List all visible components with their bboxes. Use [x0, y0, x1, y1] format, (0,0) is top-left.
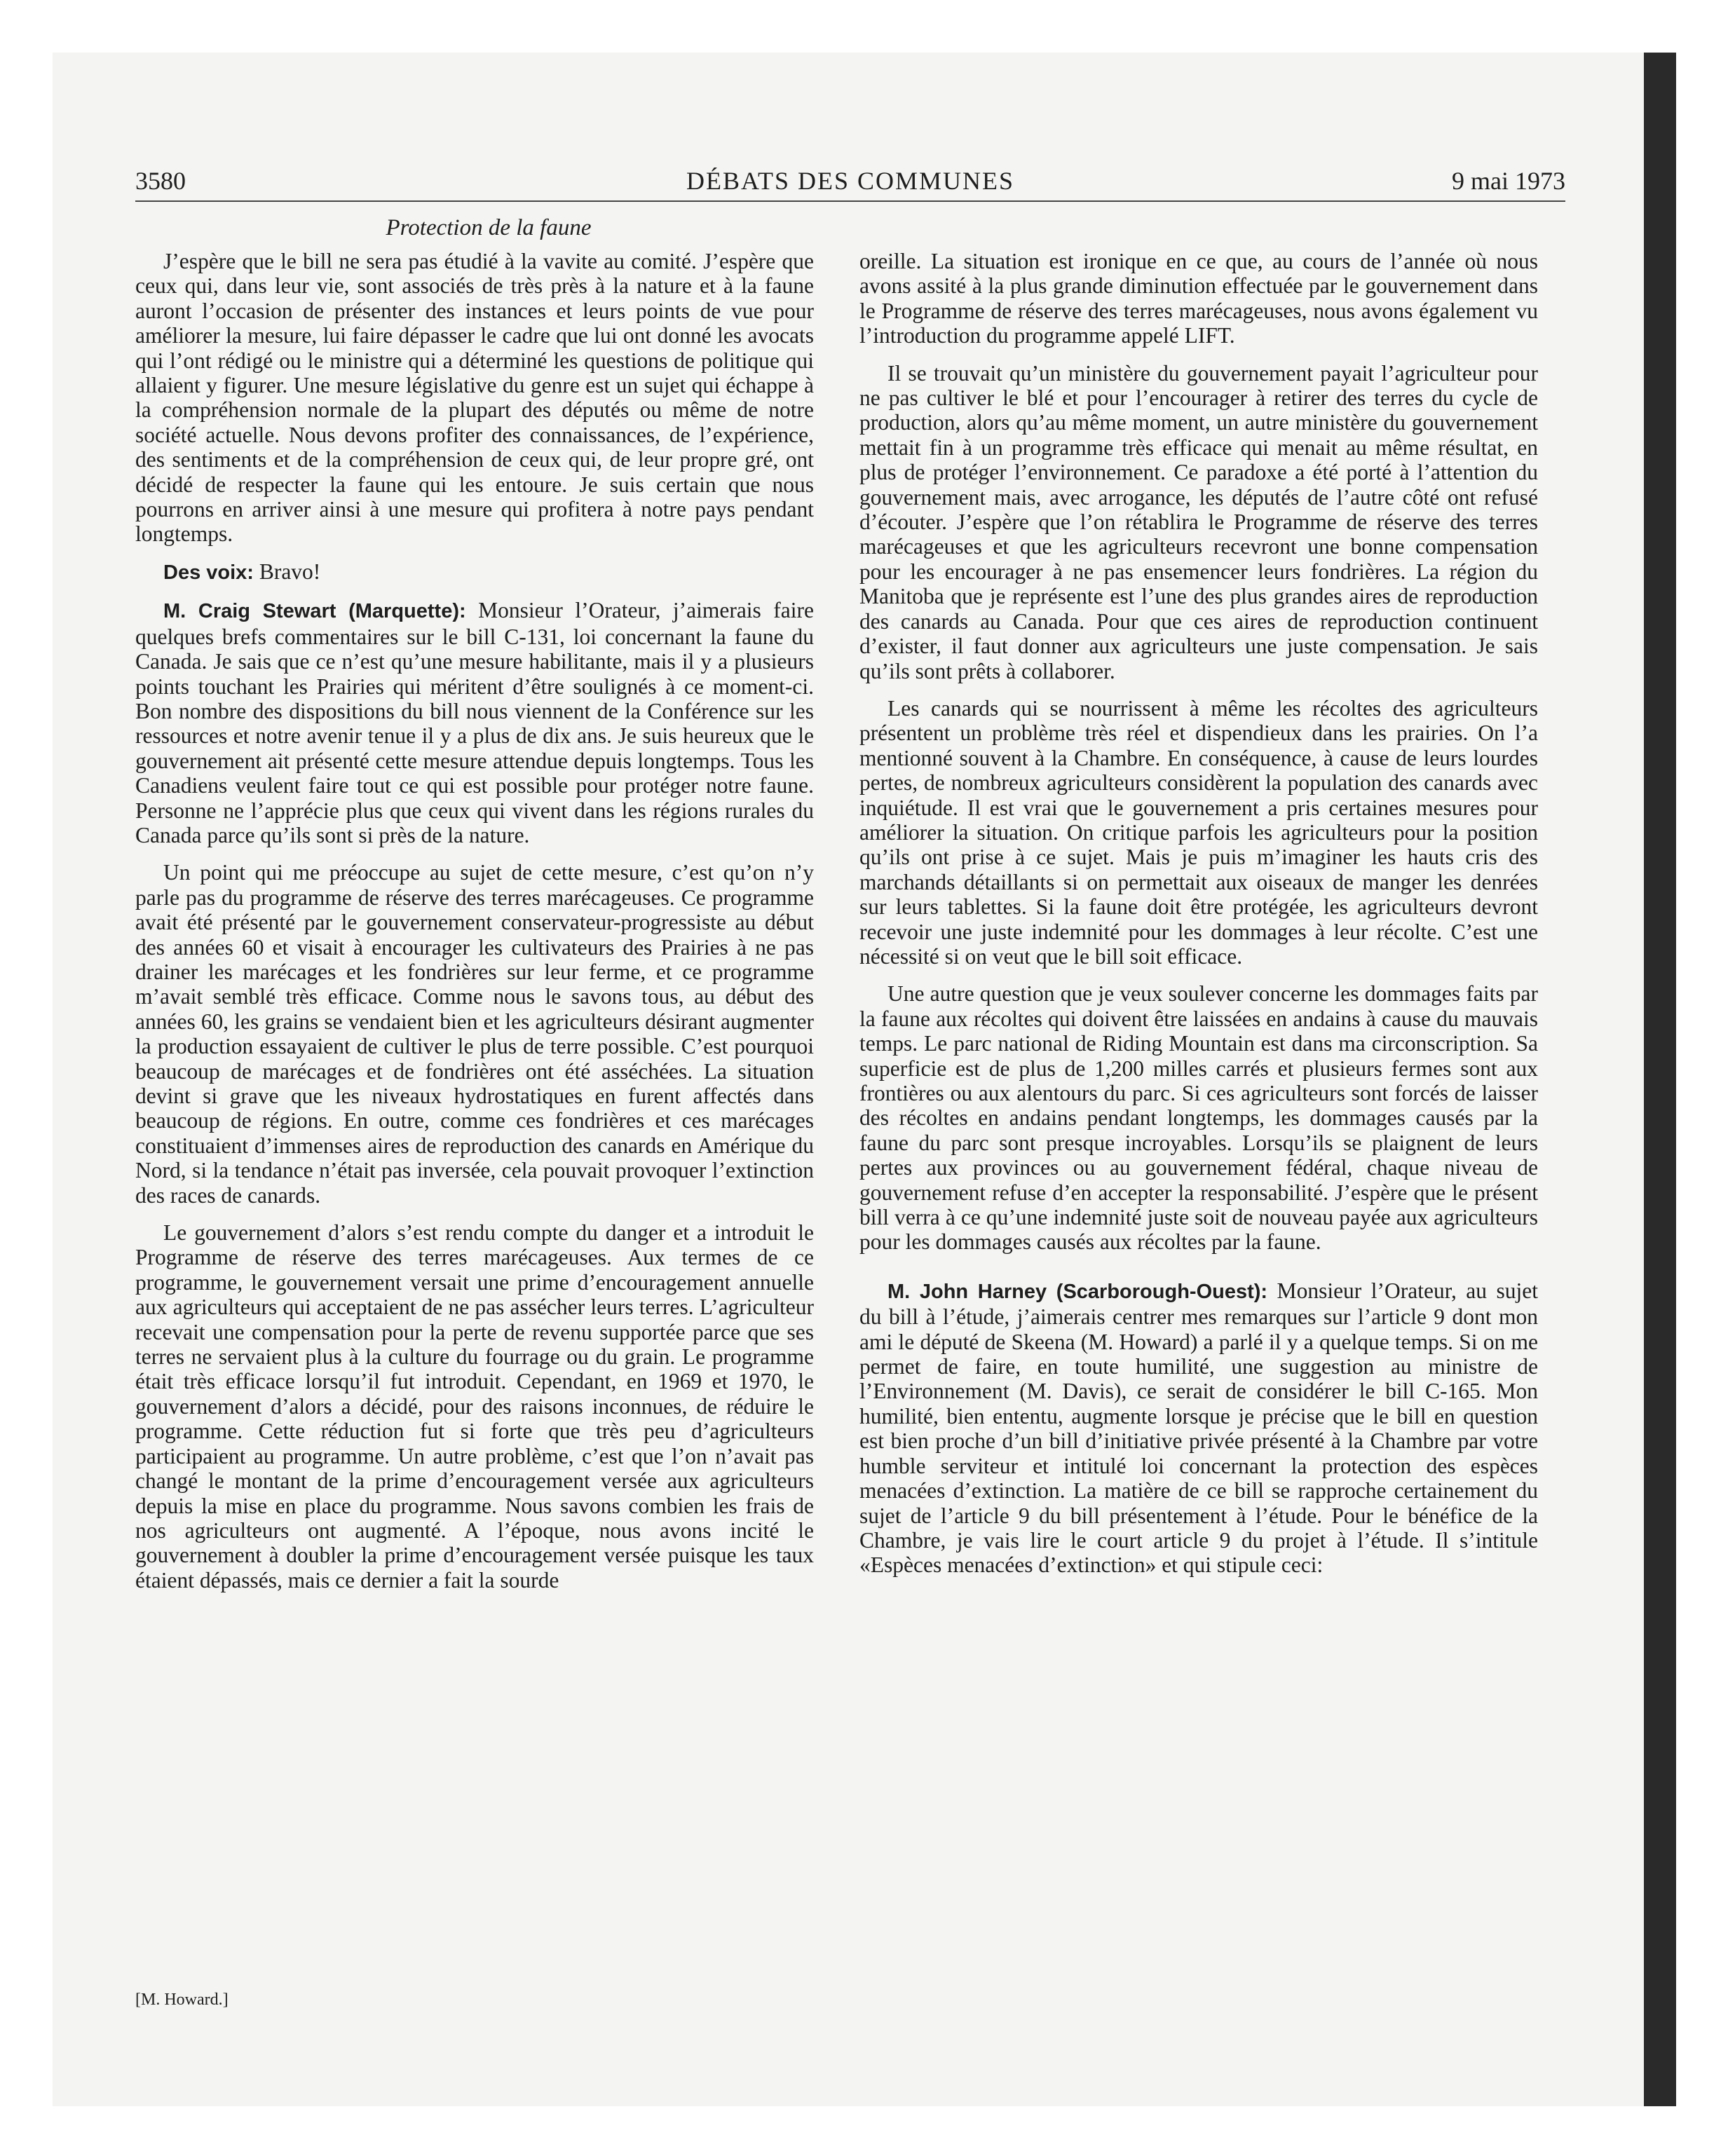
- left-column: [135, 210, 814, 1605]
- running-header: [135, 161, 1565, 200]
- speech-text: Monsieur l’Orateur, j’aimerais faire quelques brefs commentaires sur le bill C-131, loi concernant la faune du Canada. Je sais que ce n’est qu’une mesure habilitante, mais il y a plusieurs points touchant les Prairies qui méritent d’être soulignés à ce moment-ci. Bon nombre des dispositions du bill nous viennent de la Conférence sur les ressources et notre avenir tenue il y a plus de dix ans. Je suis heureux que le gouvernement ait présenté cette mesure attendue depuis longtemps. Tous les Canadiens veulent faire tout ce qui est possible pour protéger notre faune. Personne ne l’apprécie plus que ceux qui vivent dans les régions rurales du Canada parce qu’ils sont si près de la nature.: [135, 598, 814, 847]
- speech-text: Bravo!: [253, 559, 321, 584]
- issue-date: 9 mai 1973: [1452, 167, 1565, 195]
- speaker-name: M. Craig Stewart (Marquette):: [163, 600, 466, 623]
- continued-paragraph: [859, 249, 1538, 348]
- paragraph: [859, 696, 1538, 969]
- paragraph-text: Une autre question que je veux soulever concerne les dommages faits par la faune aux récoltes qui doivent être laissées en andains à cause du mauvais temps. Le parc national de Riding Mountain est dans ma circonscription. Sa superficie est de plus de 1,200 milles carrés et plusieurs fermes sont aux frontières ou aux alentours du parc. Si ces agriculteurs sont forcés de laisser des récoltes en andains pendant longtemps, les dommages causés par la faune du parc sont presque incroyables. Lorsqu’ils se plaignent de leurs pertes aux provinces ou au gouvernement fédéral, chaque niveau de gouvernement refuse d’en accepter la responsabilité. J’espère que le présent bill verra à ce qu’une indemnité juste soit de nouveau payée aux agriculteurs pour les dommages causés aux récoltes par la faune.: [859, 981, 1538, 1255]
- right-column: [859, 249, 1538, 1590]
- speech-paragraph: [135, 559, 814, 585]
- paragraph-text: Il se trouvait qu’un ministère du gouvernement payait l’agriculteur pour ne pas cultiver le blé et pour l’encourager à retirer des terres du cycle de production, alors qu’au même moment, un autre ministère du gouvernement mettait fin à un programme très efficace qui menait au même résultat, en plus de protéger l’environnement. Ce paradoxe a été porté à l’attention du gouvernement mais, avec arrogance, les députés de l’autre côté ont refusé d’écouter. J’espère que l’on rétablira le Programme de réserve des terres marécageuses et que les agriculteurs recevront une bonne compensation pour les encourager à ne pas ensemencer leurs fondrières. La région du Manitoba que je représente est l’une des plus grandes aires de reproduction des canards au Canada. Pour que ces aires de reproduction continuent d’exister, il faut donner aux agriculteurs une juste compensation. Je sais qu’ils sont prêts à collaborer.: [859, 360, 1538, 683]
- paragraph-text: Le gouvernement d’alors s’est rendu compte du danger et a introduit le Programme de réserve des terres marécageuses. Aux termes de ce programme, le gouvernement versait une prime d’encouragement annuelle aux agriculteurs qui acceptaient de ne pas assécher leurs terres. L’agriculteur recevait une compensation pour la perte de revenu supportée parce que ses terres ne servaient plus à la culture du fourrage ou du grain. Le programme était très efficace lorsqu’il fut introduit. Cependant, en 1969 et 1970, le gouvernement d’alors a décidé, pour des raisons inconnues, de réduire le programme. Cette réduction fut si forte que très peu d’agriculteurs participaient au programme. Un autre problème, c’est que l’on n’avait pas changé le montant de la prime d’encouragement versée aux agriculteurs depuis la mise en place du programme. Nous savons combien les frais de nos agriculteurs ont augmenté. A l’époque, nous avons incité le gouvernement à doubler la prime d’encouragement versée puisque les taux étaient dépassés, mais ce dernier a fait la sourde: [135, 1220, 814, 1592]
- paragraph: [859, 981, 1538, 1254]
- paragraph: [859, 361, 1538, 683]
- paragraph: [135, 860, 814, 1208]
- speech-text: Monsieur l’Orateur, au sujet du bill à l’étude, j’aimerais centrer mes remarques sur l’article 9 dont mon ami le député de Skeena (M. Howard) a parlé il y a quelque temps. Si on me permet de faire, en toute humilité, une suggestion au ministre de l’Environnement (M. Davis), ce serait de considérer le bill C-165. Mon humilité, bien ententu, augmente lorsque je précise que le bill en question est bien proche d’un bill d’initiative privée présenté à la Chambre par votre humble serviteur et intitulé loi concernant la protection des espèces menacées d’extinction. La matière de ce bill se rapproche certainement du sujet de l’article 9 du bill présentement à l’étude. Pour le bénéfice de la Chambre, je vais lire le court article 9 du projet à l’étude. Il s’intitule «Espèces menacées d’extinction» et qui stipule ceci:: [859, 1278, 1539, 1578]
- paragraph-text: Les canards qui se nourrissent à même les récoltes des agriculteurs présentent un problème très réel et dispendieux dans les prairies. On l’a mentionné souvent à la Chambre. En conséquence, à cause de leurs lourdes pertes, de nombreux agriculteurs considèrent la population des canards avec inquiétude. Il est vrai que le gouvernement a pris certaines mesures pour améliorer la situation. On critique parfois les agriculteurs pour la position qu’ils ont prise à ce sujet. Mais je puis m’imaginer les hauts cris des marchands détaillants si on permettait aux oiseaux de manger les denrées sur leurs tablettes. Si la faune doit être protégée, les agriculteurs devront recevoir une juste indemnité pour les dommages à leur récolte. C’est une nécessité si on veut que le bill soit efficace.: [859, 695, 1538, 969]
- paragraph: [135, 1220, 814, 1592]
- journal-title: DÉBATS DES COMMUNES: [686, 167, 1015, 195]
- section-title: Protection de la faune: [386, 215, 592, 240]
- speaker-name: M. John Harney (Scarborough-Ouest):: [887, 1280, 1268, 1303]
- paragraph-text: J’espère que le bill ne sera pas étudié à la vavite au comité. J’espère que ceux qui, dans leur vie, sont associés de très près à la nature et à la faune auront l’occasion de présenter des instances et leurs points de vue pour améliorer la mesure, lui faire dépasser le cadre que lui ont donné les avocats qui l’ont rédigé ou le ministre qui a déterminé les questions de politique qui allaient y figurer. Une mesure législative du genre est un sujet qui échappe à la compréhension normale de la plupart des députés ou même de notre société actuelle. Nous devons profiter des connaissances, de l’expérience, des sentiments et de la compréhension de ceux qui, de leur propre gré, ont décidé de respecter la faune qui les entoure. Je suis certain que nous pourrons en arriver ainsi à une mesure qui profitera à notre pays pendant longtemps.: [135, 249, 814, 547]
- speech-paragraph: [135, 598, 814, 847]
- paragraph: [135, 249, 814, 547]
- page-number: 3580: [135, 167, 186, 195]
- speech-paragraph: [859, 1278, 1538, 1578]
- header-rule: [135, 200, 1565, 202]
- speaker-name: Des voix:: [163, 561, 254, 584]
- book-spine-shadow: [1644, 53, 1676, 2106]
- page-footnote: [M. Howard.]: [135, 1991, 229, 2009]
- paragraph-text: Un point qui me préoccupe au sujet de cette mesure, c’est qu’on n’y parle pas du programme de réserve des terres marécageuses. Ce programme avait été présenté par le gouvernement conservateur-progressiste au début des années 60 et visait à encourager les cultivateurs des Prairies à ne pas drainer les marécages et les fondrières sur leur ferme, et ce programme m’avait semblé très efficace. Comme nous le savons tous, au début des années 60, les grains se vendaient bien et les agriculteurs désirant augmenter la production essayaient de cultiver le plus de terre possible. C’est pourquoi beaucoup de marécages et de fondrières ont été asséchées. La situation devint si grave que les niveaux hydrostatiques en furent affectés dans beaucoup de régions. En outre, comme ces fondrières et ces marécages constituaient d’immenses aires de reproduction des canards en Amérique du Nord, si la tendance n’était pas inversée, cela pouvait provoquer l’extinction des races de canards.: [135, 860, 814, 1208]
- paragraph-text: oreille. La situation est ironique en ce que, au cours de l’année où nous avons assité à la plus grande diminution effectuée par le gouvernement dans le Programme de réserve des terres marécageuses, nous avons également vu l’introduction du programme appelé LIFT.: [859, 249, 1538, 348]
